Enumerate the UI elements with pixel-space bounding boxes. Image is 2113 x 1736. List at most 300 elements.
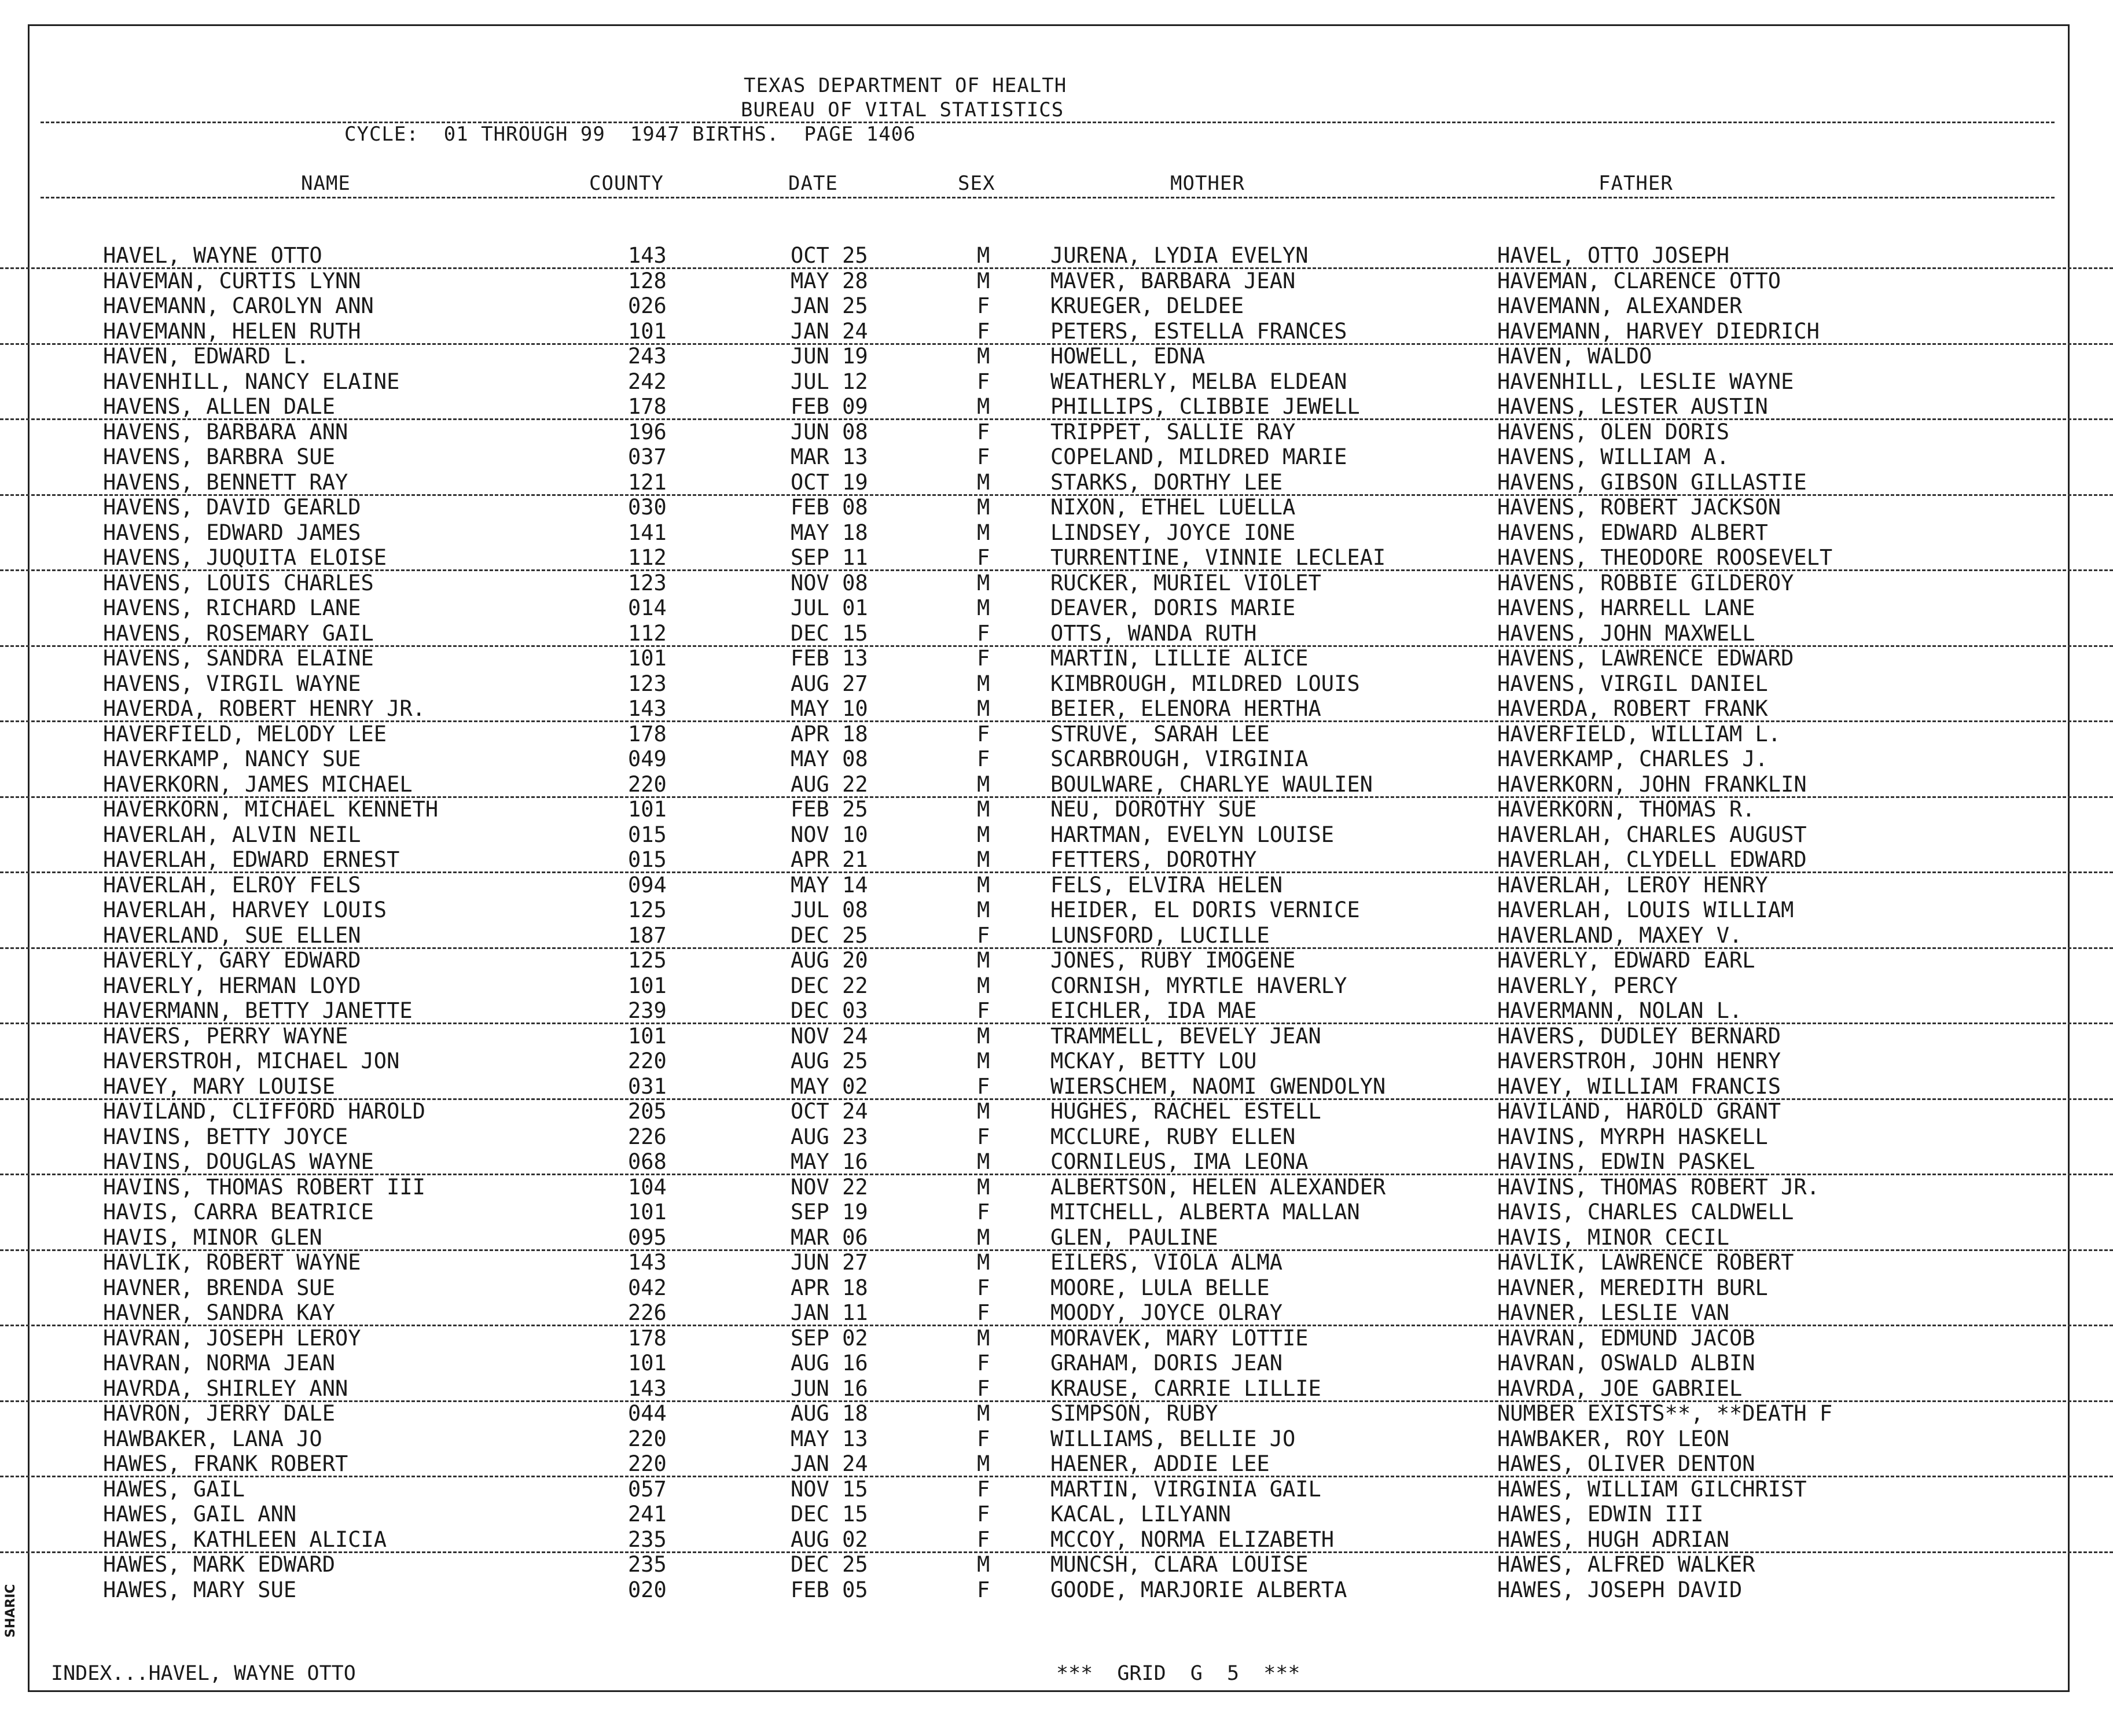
table-row — [0, 646, 2113, 670]
cell-sex: M — [977, 1325, 990, 1351]
cell-sex: M — [977, 1224, 990, 1250]
cell-name: HAVENS, LOUIS CHARLES — [103, 570, 374, 595]
cell-date: FEB 09 — [791, 394, 868, 419]
cell-sex: F — [977, 1275, 990, 1300]
cell-name: HAVIS, MINOR GLEN — [103, 1224, 322, 1250]
cell-date: JUN 27 — [791, 1250, 868, 1275]
header-title: TEXAS DEPARTMENT OF HEALTH — [744, 74, 1067, 97]
cell-sex: F — [977, 444, 990, 469]
cell-name: HAVERDA, ROBERT HENRY JR. — [103, 696, 425, 721]
cell-mother: KACAL, LILYANN — [1050, 1502, 1231, 1527]
table-row — [0, 1426, 2113, 1451]
cell-name: HAVENS, ROSEMARY GAIL — [103, 620, 374, 646]
cell-sex: M — [977, 771, 990, 797]
table-row — [0, 746, 2113, 771]
table-row — [0, 1300, 2113, 1326]
cell-date: MAY 14 — [791, 872, 868, 898]
cell-county: 101 — [628, 797, 667, 822]
cell-name: HAVINS, DOUGLAS WAYNE — [103, 1149, 374, 1174]
cell-father: HAVLIK, LAWRENCE ROBERT — [1497, 1250, 1794, 1275]
cell-county: 121 — [628, 469, 667, 495]
cell-date: NOV 15 — [791, 1476, 868, 1502]
cell-name: HAWES, KATHLEEN ALICIA — [103, 1527, 387, 1552]
cell-date: DEC 03 — [791, 998, 868, 1023]
table-row — [0, 722, 2113, 746]
cell-county: 057 — [628, 1476, 667, 1502]
cell-sex: M — [977, 520, 990, 545]
cell-date: JAN 11 — [791, 1300, 868, 1325]
cell-name: HAVEN, EDWARD L. — [103, 344, 310, 369]
cell-mother: HUGHES, RACHEL ESTELL — [1050, 1099, 1321, 1124]
cell-father: HAVINS, THOMAS ROBERT JR. — [1497, 1174, 1820, 1200]
cell-date: JAN 24 — [791, 318, 868, 344]
cell-county: 178 — [628, 721, 667, 746]
cell-county: 049 — [628, 746, 667, 771]
cell-name: HAVIS, CARRA BEATRICE — [103, 1200, 374, 1224]
cell-sex: M — [977, 973, 990, 998]
cell-sex: M — [977, 872, 990, 898]
cell-sex: F — [977, 1476, 990, 1502]
cell-date: OCT 25 — [791, 243, 868, 268]
table-row — [0, 1250, 2113, 1274]
table-row — [0, 1477, 2113, 1501]
table-row — [0, 319, 2113, 345]
cell-county: 014 — [628, 595, 667, 620]
table-row — [0, 394, 2113, 420]
table-row — [0, 696, 2113, 722]
cell-father: HAWBAKER, ROY LEON — [1497, 1426, 1729, 1451]
cell-mother: MCCLURE, RUBY ELLEN — [1050, 1124, 1296, 1149]
cell-sex: F — [977, 293, 990, 318]
cell-name: HAVEMANN, HELEN RUTH — [103, 318, 361, 344]
cell-sex: M — [977, 394, 990, 419]
side-stamp: SHARIC — [3, 1584, 18, 1638]
cell-name: HAVENS, BARBARA ANN — [103, 419, 348, 444]
cell-mother: GOODE, MARJORIE ALBERTA — [1050, 1577, 1347, 1602]
cell-name: HAVERLAH, ELROY FELS — [103, 872, 361, 898]
cell-mother: STRUVE, SARAH LEE — [1050, 721, 1270, 746]
cell-name: HAVERLAND, SUE ELLEN — [103, 922, 361, 948]
cell-father: HAVRDA, JOE GABRIEL — [1497, 1375, 1743, 1401]
header-rule — [41, 122, 2055, 123]
table-row — [0, 1451, 2113, 1477]
cell-father: HAVERLAH, LEROY HENRY — [1497, 872, 1768, 898]
table-row — [0, 1502, 2113, 1526]
cell-date: SEP 11 — [791, 545, 868, 570]
table-row — [0, 948, 2113, 972]
cell-mother: HAENER, ADDIE LEE — [1050, 1451, 1270, 1476]
table-row — [0, 1577, 2113, 1602]
cell-mother: MARTIN, VIRGINIA GAIL — [1050, 1476, 1321, 1502]
cell-father: HAVENS, LAWRENCE EDWARD — [1497, 646, 1794, 671]
cell-date: AUG 22 — [791, 771, 868, 797]
cell-mother: WEATHERLY, MELBA ELDEAN — [1050, 369, 1347, 394]
cell-date: FEB 13 — [791, 646, 868, 671]
cell-county: 101 — [628, 1200, 667, 1224]
table-row — [0, 444, 2113, 469]
table-row — [0, 1326, 2113, 1350]
cell-name: HAVERMANN, BETTY JANETTE — [103, 998, 413, 1023]
cell-date: AUG 27 — [791, 671, 868, 696]
table-row — [0, 1552, 2113, 1576]
cell-date: OCT 19 — [791, 469, 868, 495]
cell-county: 030 — [628, 495, 667, 520]
cell-name: HAVRON, JERRY DALE — [103, 1401, 335, 1426]
cell-name: HAVERLAH, ALVIN NEIL — [103, 822, 361, 847]
cell-sex: F — [977, 1527, 990, 1552]
table-row — [0, 1225, 2113, 1251]
cell-mother: HEIDER, EL DORIS VERNICE — [1050, 898, 1360, 922]
cell-county: 143 — [628, 1375, 667, 1401]
col-header-mother: MOTHER — [1170, 172, 1245, 195]
cell-father: HAVERS, DUDLEY BERNARD — [1497, 1023, 1781, 1049]
cell-sex: M — [977, 1401, 990, 1426]
cell-name: HAVENS, ALLEN DALE — [103, 394, 335, 419]
table-row — [0, 1351, 2113, 1375]
cell-county: 101 — [628, 1351, 667, 1375]
cell-name: HAVERKORN, MICHAEL KENNETH — [103, 797, 439, 822]
cell-mother: MORAVEK, MARY LOTTIE — [1050, 1325, 1309, 1351]
cell-father: HAVERKORN, JOHN FRANKLIN — [1497, 771, 1807, 797]
cell-sex: M — [977, 1451, 990, 1476]
cell-sex: F — [977, 746, 990, 771]
cell-sex: F — [977, 1124, 990, 1149]
cell-sex: M — [977, 1023, 990, 1049]
table-row — [0, 1099, 2113, 1123]
cell-county: 220 — [628, 771, 667, 797]
cell-date: MAY 18 — [791, 520, 868, 545]
cell-date: NOV 08 — [791, 570, 868, 595]
cell-date: AUG 16 — [791, 1351, 868, 1375]
table-row — [0, 1074, 2113, 1100]
cell-father: HAVERKORN, THOMAS R. — [1497, 797, 1755, 822]
cell-date: FEB 25 — [791, 797, 868, 822]
cell-mother: LUNSFORD, LUCILLE — [1050, 922, 1270, 948]
cell-name: HAVERKAMP, NANCY SUE — [103, 746, 361, 771]
cell-name: HAVENS, BENNETT RAY — [103, 469, 348, 495]
cell-name: HAVILAND, CLIFFORD HAROLD — [103, 1099, 425, 1124]
cell-county: 205 — [628, 1099, 667, 1124]
cell-name: HAVERLY, GARY EDWARD — [103, 948, 361, 973]
cell-name: HAWES, MARY SUE — [103, 1577, 297, 1602]
cell-date: JAN 24 — [791, 1451, 868, 1476]
cell-father: HAVIS, CHARLES CALDWELL — [1497, 1200, 1794, 1224]
cell-sex: F — [977, 620, 990, 646]
cell-sex: M — [977, 344, 990, 369]
cell-mother: KIMBROUGH, MILDRED LOUIS — [1050, 671, 1360, 696]
cell-name: HAVERFIELD, MELODY LEE — [103, 721, 387, 746]
cell-sex: M — [977, 595, 990, 620]
table-row — [0, 1200, 2113, 1224]
cell-county: 101 — [628, 1023, 667, 1049]
cell-name: HAVERSTROH, MICHAEL JON — [103, 1049, 400, 1073]
cell-date: APR 21 — [791, 847, 868, 872]
cell-sex: M — [977, 797, 990, 822]
table-row — [0, 369, 2113, 393]
cell-mother: DEAVER, DORIS MARIE — [1050, 595, 1296, 620]
cell-father: HAWES, JOSEPH DAVID — [1497, 1577, 1743, 1602]
table-row — [0, 571, 2113, 595]
cell-county: 101 — [628, 973, 667, 998]
cell-date: MAY 10 — [791, 696, 868, 721]
cell-date: AUG 23 — [791, 1124, 868, 1149]
cell-date: NOV 10 — [791, 822, 868, 847]
cell-mother: SIMPSON, RUBY — [1050, 1401, 1218, 1426]
cell-date: MAY 08 — [791, 746, 868, 771]
cell-date: JUN 16 — [791, 1375, 868, 1401]
cell-father: HAWES, EDWIN III — [1497, 1502, 1704, 1527]
cell-father: HAWES, HUGH ADRIAN — [1497, 1527, 1729, 1552]
cell-father: HAVENS, GIBSON GILLASTIE — [1497, 469, 1807, 495]
cell-sex: M — [977, 696, 990, 721]
cell-county: 123 — [628, 570, 667, 595]
cell-father: HAVEY, WILLIAM FRANCIS — [1497, 1073, 1781, 1099]
col-header-father: FATHER — [1598, 172, 1673, 195]
table-row — [0, 873, 2113, 897]
cell-father: HAVIS, MINOR CECIL — [1497, 1224, 1729, 1250]
cell-father: HAVENHILL, LESLIE WAYNE — [1497, 369, 1794, 394]
cell-name: HAVEL, WAYNE OTTO — [103, 243, 322, 268]
cell-sex: F — [977, 1351, 990, 1375]
cell-county: 220 — [628, 1426, 667, 1451]
cell-date: APR 18 — [791, 1275, 868, 1300]
cell-sex: M — [977, 898, 990, 922]
header-subtitle: BUREAU OF VITAL STATISTICS — [741, 98, 1064, 122]
cell-mother: NEU, DOROTHY SUE — [1050, 797, 1257, 822]
cell-father: HAVERSTROH, JOHN HENRY — [1497, 1049, 1781, 1073]
cell-name: HAWES, GAIL — [103, 1476, 245, 1502]
cell-county: 143 — [628, 243, 667, 268]
cell-name: HAVEMAN, CURTIS LYNN — [103, 268, 361, 293]
cell-county: 125 — [628, 898, 667, 922]
cell-father: HAVENS, THEODORE ROOSEVELT — [1497, 545, 1833, 570]
cell-mother: WILLIAMS, BELLIE JO — [1050, 1426, 1296, 1451]
cell-name: HAVERKORN, JAMES MICHAEL — [103, 771, 413, 797]
cell-county: 241 — [628, 1502, 667, 1527]
table-row — [0, 545, 2113, 571]
cell-date: MAR 13 — [791, 444, 868, 469]
cell-father: HAVERKAMP, CHARLES J. — [1497, 746, 1768, 771]
table-row — [0, 1376, 2113, 1402]
cell-sex: M — [977, 243, 990, 268]
cell-father: HAVERDA, ROBERT FRANK — [1497, 696, 1768, 721]
cell-sex: M — [977, 1174, 990, 1200]
table-row — [0, 671, 2113, 696]
cell-mother: WIERSCHEM, NAOMI GWENDOLYN — [1050, 1073, 1386, 1099]
table-row — [0, 595, 2113, 620]
table-row — [0, 1124, 2113, 1149]
cell-father: HAVENS, WILLIAM A. — [1497, 444, 1729, 469]
table-row — [0, 269, 2113, 293]
cell-father: HAVRAN, EDMUND JACOB — [1497, 1325, 1755, 1351]
cell-sex: F — [977, 1375, 990, 1401]
cell-date: JUL 01 — [791, 595, 868, 620]
table-row — [0, 1275, 2113, 1300]
cell-name: HAVENS, RICHARD LANE — [103, 595, 361, 620]
cell-mother: EICHLER, IDA MAE — [1050, 998, 1257, 1023]
cell-county: 178 — [628, 394, 667, 419]
cell-sex: M — [977, 948, 990, 973]
cell-father: HAVNER, MEREDITH BURL — [1497, 1275, 1768, 1300]
cell-father: HAVNER, LESLIE VAN — [1497, 1300, 1729, 1325]
cell-date: OCT 24 — [791, 1099, 868, 1124]
cell-county: 112 — [628, 545, 667, 570]
cell-date: FEB 08 — [791, 495, 868, 520]
cell-mother: MUNCSH, CLARA LOUISE — [1050, 1552, 1309, 1577]
cell-county: 101 — [628, 318, 667, 344]
cell-father: HAVEMANN, ALEXANDER — [1497, 293, 1743, 318]
cell-county: 235 — [628, 1552, 667, 1577]
cell-father: HAVERLAH, CHARLES AUGUST — [1497, 822, 1807, 847]
cell-county: 068 — [628, 1149, 667, 1174]
cell-father: HAVINS, MYRPH HASKELL — [1497, 1124, 1768, 1149]
cell-father: HAVERLY, PERCY — [1497, 973, 1678, 998]
index-line: INDEX...HAVEL, WAYNE OTTO — [51, 1662, 356, 1685]
cell-name: HAVINS, THOMAS ROBERT III — [103, 1174, 425, 1200]
cell-sex: M — [977, 1099, 990, 1124]
cell-father: HAVENS, OLEN DORIS — [1497, 419, 1729, 444]
cell-sex: F — [977, 1300, 990, 1325]
cell-mother: NIXON, ETHEL LUELLA — [1050, 495, 1296, 520]
cell-sex: M — [977, 469, 990, 495]
cell-county: 243 — [628, 344, 667, 369]
table-row — [0, 1049, 2113, 1073]
cell-name: HAVRDA, SHIRLEY ANN — [103, 1375, 348, 1401]
cell-mother: LINDSEY, JOYCE IONE — [1050, 520, 1296, 545]
cell-date: MAY 13 — [791, 1426, 868, 1451]
table-row — [0, 847, 2113, 873]
cell-father: HAVERLAH, CLYDELL EDWARD — [1497, 847, 1807, 872]
cell-date: AUG 20 — [791, 948, 868, 973]
cell-county: 037 — [628, 444, 667, 469]
cell-county: 026 — [628, 293, 667, 318]
cell-mother: SCARBROUGH, VIRGINIA — [1050, 746, 1309, 771]
cell-county: 015 — [628, 847, 667, 872]
cell-date: JUN 08 — [791, 419, 868, 444]
cell-mother: FETTERS, DOROTHY — [1050, 847, 1257, 872]
cell-sex: F — [977, 922, 990, 948]
cell-sex: F — [977, 318, 990, 344]
cell-mother: CORNILEUS, IMA LEONA — [1050, 1149, 1309, 1174]
cell-sex: M — [977, 1250, 990, 1275]
cell-name: HAVENS, DAVID GEARLD — [103, 495, 361, 520]
cell-date: DEC 25 — [791, 922, 868, 948]
cell-father: HAWES, ALFRED WALKER — [1497, 1552, 1755, 1577]
cell-name: HAVENS, VIRGIL WAYNE — [103, 671, 361, 696]
cell-mother: STARKS, DORTHY LEE — [1050, 469, 1283, 495]
table-row — [0, 1024, 2113, 1048]
table-row — [0, 1527, 2113, 1553]
cell-mother: HOWELL, EDNA — [1050, 344, 1206, 369]
cell-father: HAVEMANN, HARVEY DIEDRICH — [1497, 318, 1820, 344]
cell-date: NOV 22 — [791, 1174, 868, 1200]
cell-father: HAVENS, ROBBIE GILDEROY — [1497, 570, 1794, 595]
table-row — [0, 1175, 2113, 1199]
cell-mother: FELS, ELVIRA HELEN — [1050, 872, 1283, 898]
table-row — [0, 621, 2113, 647]
cell-county: 196 — [628, 419, 667, 444]
cell-date: JUL 12 — [791, 369, 868, 394]
cell-father: HAVENS, VIRGIL DANIEL — [1497, 671, 1768, 696]
cell-date: MAR 06 — [791, 1224, 868, 1250]
cell-county: 178 — [628, 1325, 667, 1351]
cell-mother: ALBERTSON, HELEN ALEXANDER — [1050, 1174, 1386, 1200]
cell-name: HAWBAKER, LANA JO — [103, 1426, 322, 1451]
cell-sex: M — [977, 847, 990, 872]
cell-father: HAVEN, WALDO — [1497, 344, 1652, 369]
cell-date: SEP 19 — [791, 1200, 868, 1224]
cell-date: NOV 24 — [791, 1023, 868, 1049]
table-row — [0, 998, 2113, 1024]
cell-mother: PHILLIPS, CLIBBIE JEWELL — [1050, 394, 1360, 419]
cell-name: HAWES, FRANK ROBERT — [103, 1451, 348, 1476]
cell-county: 242 — [628, 369, 667, 394]
cell-county: 220 — [628, 1451, 667, 1476]
cell-county: 235 — [628, 1527, 667, 1552]
cell-father: HAVINS, EDWIN PASKEL — [1497, 1149, 1755, 1174]
cell-sex: M — [977, 268, 990, 293]
cell-father: HAVERLAH, LOUIS WILLIAM — [1497, 898, 1794, 922]
cell-name: HAVNER, SANDRA KAY — [103, 1300, 335, 1325]
cell-sex: M — [977, 822, 990, 847]
col-header-name: NAME — [301, 172, 351, 195]
col-header-sex: SEX — [958, 172, 995, 195]
cell-mother: GLEN, PAULINE — [1050, 1224, 1218, 1250]
cell-father: HAVERLAND, MAXEY V. — [1497, 922, 1743, 948]
table-row — [0, 470, 2113, 496]
col-header-county: COUNTY — [589, 172, 664, 195]
cell-sex: M — [977, 495, 990, 520]
cell-name: HAVINS, BETTY JOYCE — [103, 1124, 348, 1149]
cell-father: HAVERFIELD, WILLIAM L. — [1497, 721, 1781, 746]
cell-county: 141 — [628, 520, 667, 545]
cell-date: JAN 25 — [791, 293, 868, 318]
table-row — [0, 797, 2113, 821]
cell-mother: MARTIN, LILLIE ALICE — [1050, 646, 1309, 671]
cell-sex: M — [977, 1149, 990, 1174]
cell-father: HAVENS, ROBERT JACKSON — [1497, 495, 1781, 520]
cell-name: HAVRAN, JOSEPH LEROY — [103, 1325, 361, 1351]
cell-sex: F — [977, 1200, 990, 1224]
cell-sex: M — [977, 671, 990, 696]
cell-name: HAVENS, BARBRA SUE — [103, 444, 335, 469]
column-header-rule — [41, 197, 2055, 198]
cell-mother: OTTS, WANDA RUTH — [1050, 620, 1257, 646]
cell-sex: F — [977, 545, 990, 570]
table-row — [0, 772, 2113, 798]
cell-date: DEC 15 — [791, 620, 868, 646]
cell-date: DEC 25 — [791, 1552, 868, 1577]
cell-county: 020 — [628, 1577, 667, 1602]
table-row — [0, 243, 2113, 269]
cell-sex: F — [977, 998, 990, 1023]
cell-date: JUL 08 — [791, 898, 868, 922]
cell-date: AUG 02 — [791, 1527, 868, 1552]
grid-indicator: *** GRID G 5 *** — [1056, 1662, 1300, 1685]
cell-date: FEB 05 — [791, 1577, 868, 1602]
cell-mother: TRAMMELL, BEVELY JEAN — [1050, 1023, 1321, 1049]
cell-county: 143 — [628, 696, 667, 721]
cell-mother: HARTMAN, EVELYN LOUISE — [1050, 822, 1335, 847]
table-row — [0, 495, 2113, 519]
cell-father: HAWES, OLIVER DENTON — [1497, 1451, 1755, 1476]
cell-county: 128 — [628, 268, 667, 293]
cell-father: HAVEMAN, CLARENCE OTTO — [1497, 268, 1781, 293]
cell-name: HAVENS, JUQUITA ELOISE — [103, 545, 387, 570]
cell-father: HAWES, WILLIAM GILCHRIST — [1497, 1476, 1807, 1502]
cell-county: 042 — [628, 1275, 667, 1300]
cell-father: HAVENS, HARRELL LANE — [1497, 595, 1755, 620]
